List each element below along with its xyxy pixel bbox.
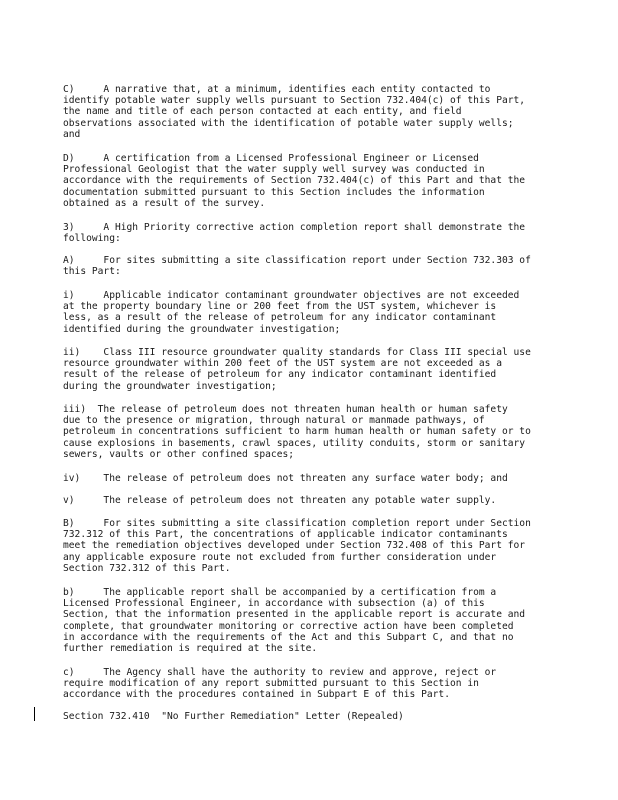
paragraph-high-priority: 3) A High Priority corrective action completion report shall demonstrate the following: xyxy=(63,222,526,245)
section-heading-732-410: Section 732.410 "No Further Remediation" Letter (Repealed) xyxy=(63,711,404,722)
change-bar-marker xyxy=(34,707,35,721)
paragraph-item-iii: iii) The release of petroleum does not threaten human health or human safety due to the presence or migration, through natural or manmade pathways, of petroleum in concentrations sufficient to harm human health or human safety or to cause explosions in basements, crawl spaces, utility conduits, storm or sanitary sewers, vaults or other confined spaces; xyxy=(63,404,531,460)
paragraph-item-iv: iv) The release of petroleum does not threaten any surface water body; and xyxy=(63,473,508,484)
paragraph-certification-survey: D) A certification from a Licensed Professional Engineer or Licensed Professional Geologist that the water supply well survey was conducted in accordance with the requirements of Section 732.404(c) of this Part and that the documentation submitted pursuant to this Section includes the information obtained as a result of the survey. xyxy=(63,153,526,209)
paragraph-item-i: i) Applicable indicator contaminant groundwater objectives are not exceeded at the property boundary line or 200 feet from the UST system, whichever is less, as a result of the release of petroleum for any indicator contaminant identified during the groundwater investigation; xyxy=(63,290,520,335)
paragraph-agency-authority: c) The Agency shall have the authority to review and approve, reject or require modification of any report submitted pursuant to this Section in accordance with the procedures contained in Subpart E of this Part. xyxy=(63,667,497,701)
paragraph-item-v: v) The release of petroleum does not threaten any potable water supply. xyxy=(63,495,497,506)
paragraph-completion-report: B) For sites submitting a site classification completion report under Section 732.312 of this Part, the concentrations of applicable indicator contaminants meet the remediation objectives developed under Section 732.408 of this Part for any applicable exposure route not excluded from further consideration under Section 732.312 of this Part. xyxy=(63,518,531,574)
paragraph-item-ii: ii) Class III resource groundwater quality standards for Class III special use resource groundwater within 200 feet of the UST system are not exceeded as a result of the release of petroleum for any indicator contaminant identified during the groundwater investigation; xyxy=(63,347,531,392)
paragraph-site-classification: A) For sites submitting a site classification report under Section 732.303 of this Part: xyxy=(63,255,531,278)
paragraph-applicable-report: b) The applicable report shall be accompanied by a certification from a Licensed Professional Engineer, in accordance with subsection (a) of this Section, that the information presented in the applicable report is accurate and complete, that groundwater monitoring or corrective action have been completed in accordance with the requirements of the Act and this Subpart C, and that no further remediation is required at the site. xyxy=(63,587,526,655)
paragraph-narrative: C) A narrative that, at a minimum, identifies each entity contacted to identify potable water supply wells pursuant to Section 732.404(c) of this Part, the name and title of each person contacted at each entity, and field observations associated with the identification of potable water supply wells; and xyxy=(63,84,526,140)
